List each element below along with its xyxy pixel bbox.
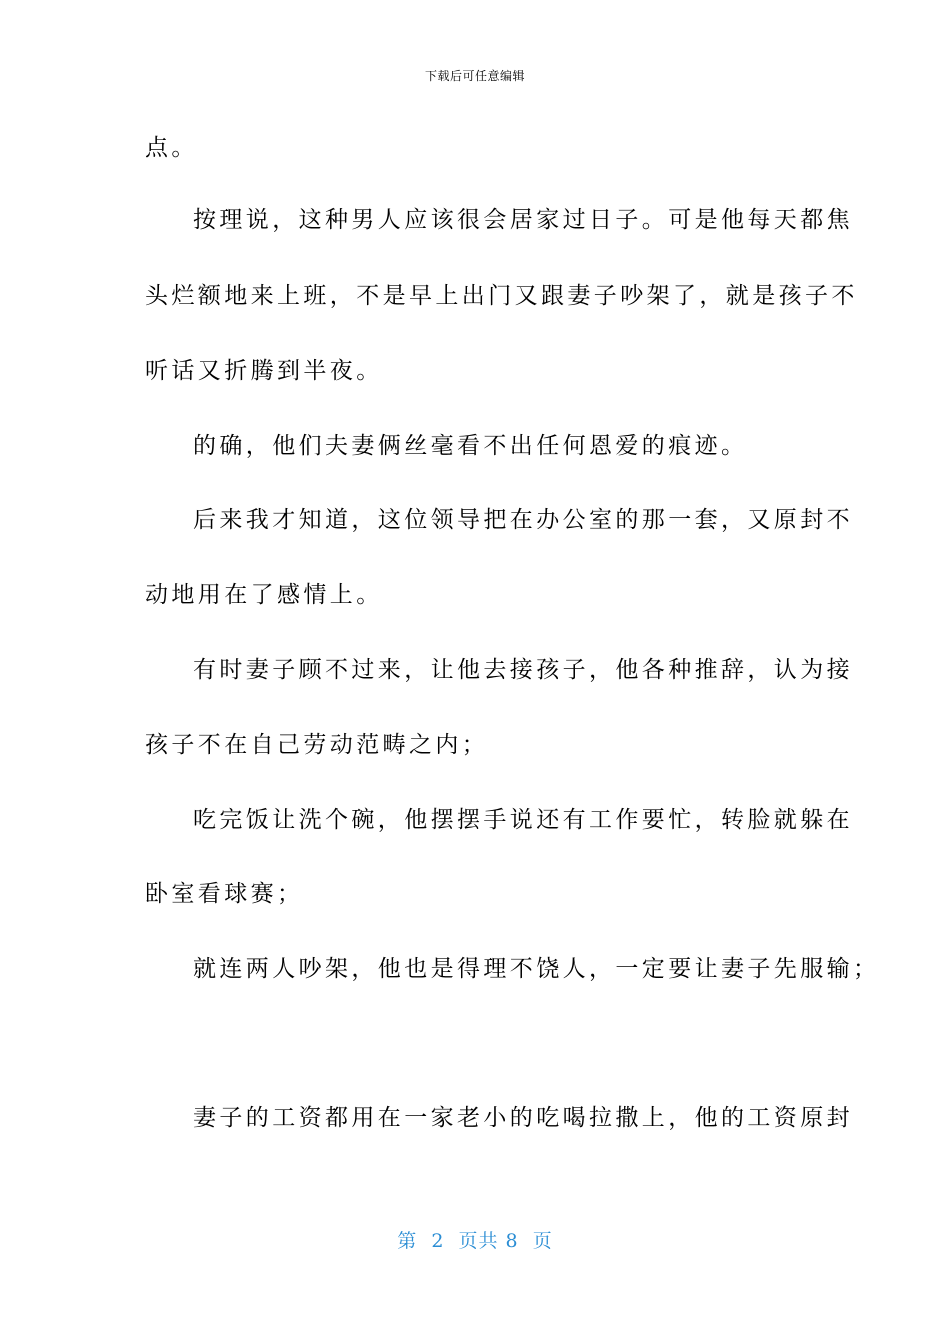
paragraph-line: 就连两人吵架，他也是得理不饶人，一定要让妻子先服输；	[193, 956, 880, 982]
paragraph-line: 按理说，这种男人应该很会居家过日子。可是他每天都焦	[193, 207, 853, 233]
header-note: 下载后可任意编辑	[424, 69, 525, 83]
paragraph-line: 孩子不在自己劳动范畴之内；	[145, 732, 489, 758]
paragraph-line: 卧室看球赛；	[145, 881, 304, 907]
page-number: 第 2 页共 8 页	[397, 1230, 553, 1252]
paragraph-line: 点。	[145, 135, 198, 161]
paragraph-line: 吃完饭让洗个碗，他摆摆手说还有工作要忙，转脸就躲在	[193, 807, 853, 833]
paragraph-line: 的确，他们夫妻俩丝毫看不出任何恩爱的痕迹。	[193, 433, 748, 459]
paragraph-line: 有时妻子顾不过来，让他去接孩子，他各种推辞，认为接	[193, 657, 853, 683]
paragraph-line: 后来我才知道，这位领导把在办公室的那一套，又原封不	[193, 507, 853, 533]
paragraph-line: 动地用在了感情上。	[145, 582, 383, 608]
paragraph-line: 头烂额地来上班，不是早上出门又跟妻子吵架了，就是孩子不	[145, 283, 858, 309]
paragraph-line: 妻子的工资都用在一家老小的吃喝拉撒上，他的工资原封	[193, 1105, 853, 1131]
paragraph-line: 听话又折腾到半夜。	[145, 358, 383, 384]
